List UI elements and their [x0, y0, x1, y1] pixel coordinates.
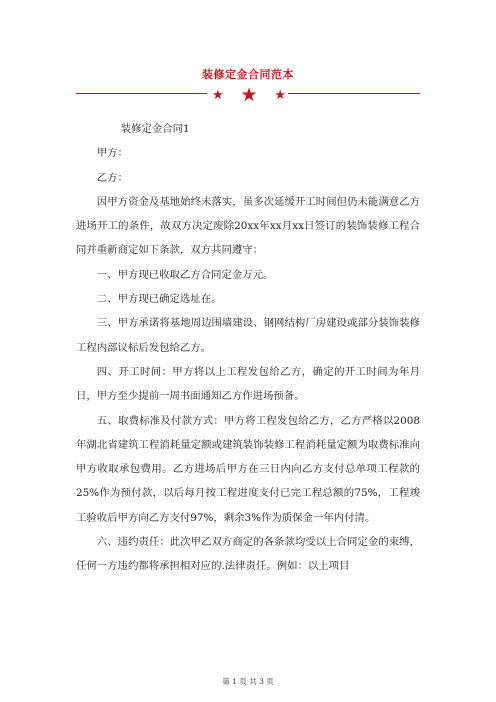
title-rule-right: [288, 93, 420, 94]
document-body: [76, 117, 420, 579]
clause-5: 五、取费标准及付款方式：甲方将工程发包给乙方，乙方严格以2008年湖北省建筑工程消耗量定额或建筑装饰装修工程消耗量定额为取费标准向甲方收取承包费用。乙方进场后甲方在三日内向乙方支付总单项工程款的25%作为预付款，以后每月按工程进度支付已完工程总额的75%，工程竣工验收后甲方向乙方支付97%，剩余3%作为质保金一年内付清。: [76, 414, 420, 524]
contract-subtitle: 装修定金合同1: [120, 123, 190, 135]
clause-6: 六、违约责任：此次甲乙双方商定的各条款均受以上合同定金的束缚，任何一方违约都将承担相对应的.法律责任。例如：以上项目: [76, 536, 420, 573]
title-ornament: [212, 84, 286, 106]
clause-4: 四、开工时间：甲方将以上工程发包给乙方，确定的开工时间为年月日，甲方至少提前一周书面通知乙方作进场预备。: [76, 365, 420, 403]
document-title: 装修定金合同范本: [202, 68, 294, 81]
page-footer: 第 1 页 共 3 页: [222, 677, 274, 686]
clause-2: 二、甲方现已确定选址在。: [96, 293, 222, 306]
party-a-line: 甲方：: [96, 147, 128, 160]
clause-1: 一、甲方现已收取乙方合同定金万元。: [96, 268, 274, 281]
star-icon: ★: [212, 87, 224, 103]
star-icon: ★: [274, 87, 286, 103]
star-icon: ★: [240, 83, 258, 106]
preamble-paragraph: 因甲方资金及基地始终未落实，虽多次延缓开工时间但仍未能满意乙方进场开工的条件，故双方决定废除20xx年xx月xx日签订的装饰装修工程合同并重新商定如下条款，双方共同遵守：: [76, 195, 420, 257]
clause-3: 三、甲方承诺将基地周边围墙建设、钢网结构厂房建设或部分装饰装修工程内部议标后发包给乙方。: [76, 317, 420, 354]
title-rule-left: [76, 93, 207, 94]
party-b-line: 乙方：: [96, 171, 128, 184]
